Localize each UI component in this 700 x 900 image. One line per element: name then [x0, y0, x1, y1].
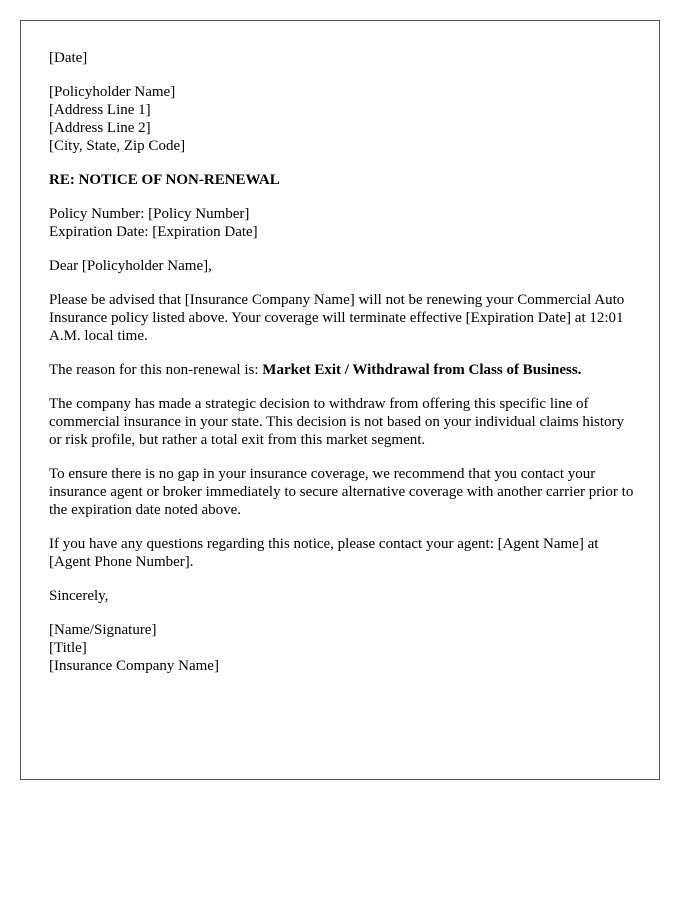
closing-block	[49, 587, 639, 605]
recipient-address-line-1: [Address Line 1]	[49, 102, 151, 118]
paragraph-reason	[49, 361, 639, 379]
paragraph-recommendation	[49, 465, 639, 519]
subject-line: RE: NOTICE OF NON-RENEWAL	[49, 172, 280, 188]
reason-sentence	[49, 361, 639, 379]
recipient-address	[49, 83, 639, 155]
policy-details	[49, 205, 639, 241]
policy-number: Policy Number: [Policy Number]	[49, 206, 250, 222]
paragraph-non-renewal	[49, 291, 639, 345]
paragraph-4-text: To ensure there is no gap in your insurance coverage, we recommend that you contact your insurance agent or broker immediately to secure alternative coverage with another carrier prior to the expiration date noted above.	[49, 466, 634, 518]
recipient-address-line-2: [Address Line 2]	[49, 120, 151, 136]
recipient-name: [Policyholder Name]	[49, 84, 176, 100]
signature-company: [Insurance Company Name]	[49, 658, 219, 674]
paragraph-contact	[49, 535, 639, 571]
salutation: Dear [Policyholder Name],	[49, 258, 212, 274]
salutation-block	[49, 257, 639, 275]
closing: Sincerely,	[49, 588, 109, 604]
letter-body	[49, 49, 639, 691]
paragraph-1-text: Please be advised that [Insurance Company Name] will not be renewing your Commercial Auto Insurance policy listed above. Your coverage will terminate effective [Expiration Date] at 12:01 A.M. local time.	[49, 292, 625, 344]
subject-block	[49, 171, 639, 189]
signature-title: [Title]	[49, 640, 87, 656]
letter-date: [Date]	[49, 50, 88, 66]
date-block	[49, 49, 639, 67]
recipient-city-state-zip: [City, State, Zip Code]	[49, 138, 186, 154]
signature-name: [Name/Signature]	[49, 622, 157, 638]
paragraph-5-text: If you have any questions regarding this notice, please contact your agent: [Agent Name] at [Agent Phone Number].	[49, 536, 599, 570]
expiration-date: Expiration Date: [Expiration Date]	[49, 224, 258, 240]
paragraph-explanation	[49, 395, 639, 449]
reason-intro: The reason for this non-renewal is:	[49, 362, 263, 378]
reason-value: Market Exit / Withdrawal from Class of Business.	[262, 362, 582, 378]
letter-page	[20, 20, 660, 780]
paragraph-3-text: The company has made a strategic decision to withdraw from offering this specific line of commercial insurance in your state. This decision is not based on your individual claims history or risk profile, but rather a total exit from this market segment.	[49, 396, 625, 448]
signature-block	[49, 621, 639, 675]
